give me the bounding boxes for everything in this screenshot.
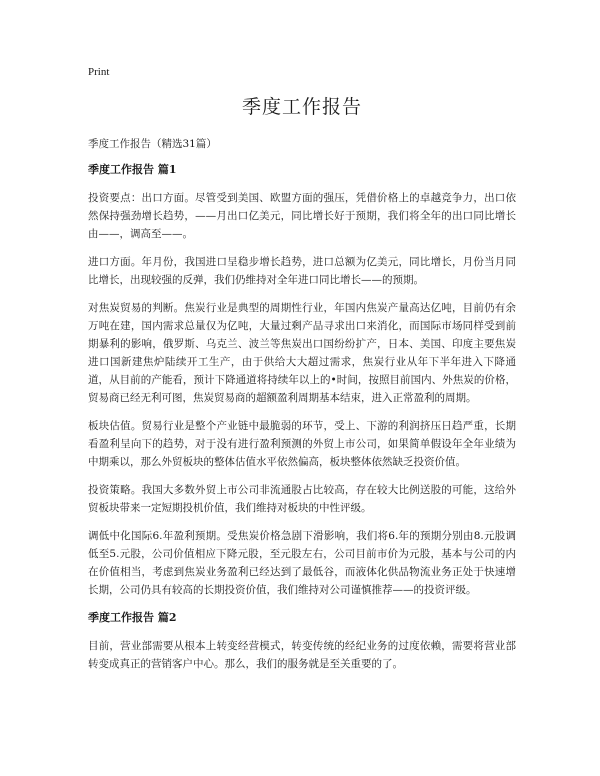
section-2 [88,609,516,673]
section-1 [88,161,516,599]
paragraph: 进口方面。年月份，我国进口呈稳步增长趋势，进口总额为亿美元，同比增长，月份当月同比增长，出现较强的反弹，我们仍维持对全年进口同比增长——的预期。 [88,256,516,286]
document-subtitle: 季度工作报告（精选31篇） [88,138,217,150]
paragraph: 对焦炭贸易的判断。焦炭行业是典型的周期性行业，年国内焦炭产量高达亿吨，目前仍有余万吨在建，国内需求总量仅为亿吨，大量过剩产品寻求出口来消化，而国际市场同样受到前期暴利的影响，俄罗斯、乌克兰、波兰等焦炭出口国纷纷扩产，日本、美国、印度主要焦炭进口国新建焦炉陆续开工生产，由于供给大大超过需求，焦炭行业从年下半年进入下降通道，从目前的产能看，预计下降通道将持续年以上的•时间，按照目前国内、外焦炭的价格，贸易商已经无利可图，焦炭贸易商的超额盈利周期基本结束，进入正常盈利的周期。 [88,302,516,404]
paragraph: 投资要点：出口方面。尽管受到美国、欧盟方面的强压，凭借价格上的卓越竞争力，出口依然保持强劲增长趋势，——月出口亿美元，同比增长好于预期，我们将全年的出口同比增长由——，调高至——。 [88,192,516,240]
paragraph: 目前，营业部需要从根本上转变经营模式，转变传统的经纪业务的过度依赖，需要将营业部转变成真正的营销客户中心。那么，我们的服务就是至关重要的了。 [88,640,516,670]
section-heading: 季度工作报告 篇2 [88,611,177,624]
section-heading: 季度工作报告 篇1 [88,163,177,176]
print-label[interactable]: Print [88,66,110,78]
page-title: 季度工作报告 [241,96,362,118]
document-page [88,64,516,683]
paragraph: 投资策略。我国大多数外贸上市公司非流通股占比较高，存在较大比例送股的可能，这给外贸板块带来一定短期投机价值，我们维持对板块的中性评级。 [88,484,516,514]
paragraph: 板块估值。贸易行业是整个产业链中最脆弱的环节，受上、下游的利润挤压日趋严重，长期看盈利呈向下的趋势，对于没有进行盈利预测的外贸上市公司，如果简单假设年全年业绩为中期乘以，那么外贸板块的整体估值水平依然偏高，板块整体依然缺乏投资价值。 [88,420,516,468]
paragraph: 调低中化国际6.年盈利预期。受焦炭价格急剧下滑影响，我们将6.年的预期分别由8.元股调低至5.元股，公司价值相应下降元股，至元股左右，公司目前市价为元股，基本与公司的内在价值相当，考虑到焦炭业务盈利已经达到了最低谷，而液体化供品物流业务正处于快速增长期，公司仍具有较高的长期投资价值，我们维持对公司谨慎推荐——的投资评级。 [88,530,516,596]
